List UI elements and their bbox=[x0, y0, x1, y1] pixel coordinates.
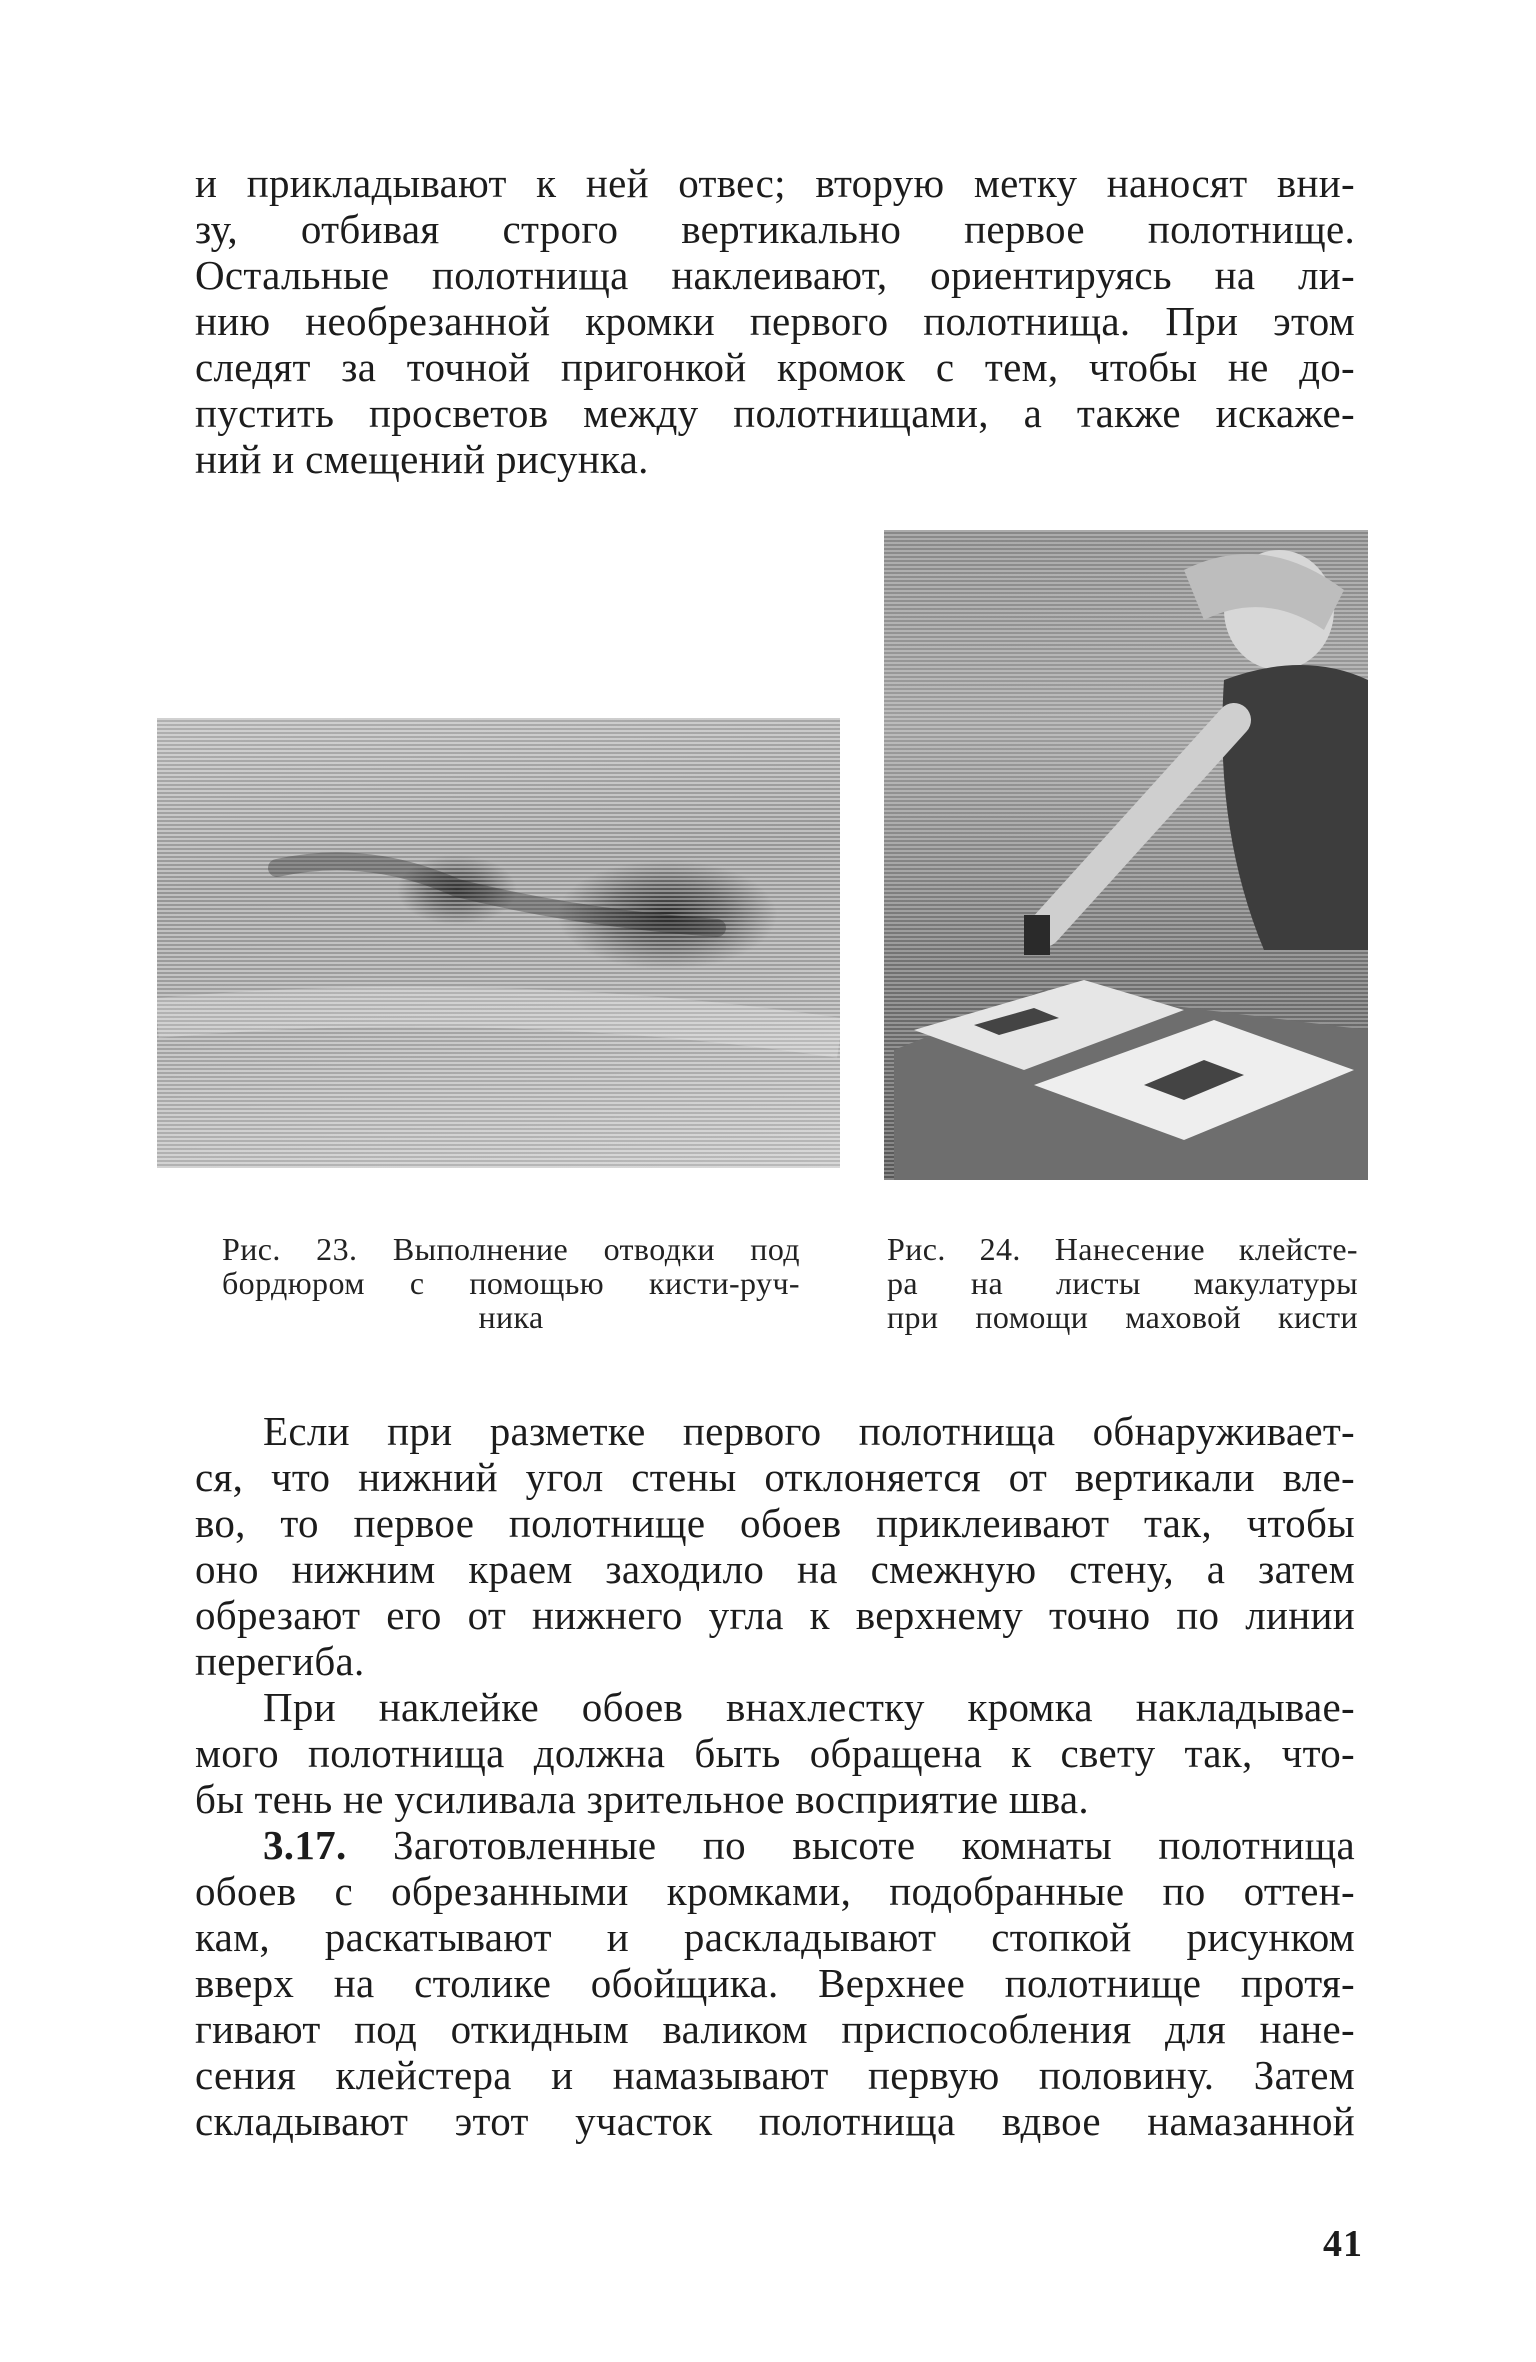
text-line: ся, что нижний угол стены отклоняется от вертикали вле- bbox=[195, 1454, 1355, 1500]
paragraph-2 bbox=[195, 1684, 1355, 1822]
caption-line: Рис. 24. Нанесение клейсте- bbox=[887, 1231, 1358, 1267]
paragraph-top bbox=[195, 160, 1355, 482]
text-line: мого полотнища должна быть обращена к свету так, что- bbox=[195, 1730, 1355, 1776]
text-line: бы тень не усиливала зрительное восприятие шва. bbox=[195, 1776, 1089, 1822]
text-line: сения клейстера и намазывают первую половину. Затем bbox=[195, 2052, 1355, 2098]
text-line: нию необрезанной кромки первого полотнища. При этом bbox=[195, 298, 1355, 344]
figure-24-caption bbox=[887, 1232, 1358, 1334]
caption-line: бордюром с помощью кисти-руч- bbox=[222, 1265, 800, 1301]
text-line: обоев с обрезанными кромками, подобранные по оттен- bbox=[195, 1868, 1355, 1914]
figure-24-photo bbox=[884, 530, 1368, 1180]
caption-line: ника bbox=[478, 1299, 544, 1335]
text-line bbox=[195, 1822, 1355, 1868]
section-number: 3.17. bbox=[263, 1822, 347, 1868]
text-line: обрезают его от нижнего угла к верхнему точно по линии bbox=[195, 1592, 1355, 1638]
text-line: вверх на столике обойщика. Верхнее полотнище протя- bbox=[195, 1960, 1355, 2006]
figure-23-photo bbox=[157, 718, 840, 1168]
text-line: и прикладывают к ней отвес; вторую метку наносят вни- bbox=[195, 160, 1355, 206]
figure-24-illustration bbox=[884, 530, 1368, 1180]
caption-line: ра на листы макулатуры bbox=[887, 1265, 1358, 1301]
figure-23-illustration bbox=[157, 718, 840, 1168]
caption-line: Рис. 23. Выполнение отводки под bbox=[222, 1231, 800, 1267]
text-line: оно нижним краем заходило на смежную стену, а затем bbox=[195, 1546, 1355, 1592]
section-first-line: Заготовленные по высоте комнаты полотнища bbox=[392, 1822, 1355, 1868]
text-line: Если при разметке первого полотнища обнаруживает- bbox=[263, 1408, 1355, 1454]
text-line: зу, отбивая строго вертикально первое полотнище. bbox=[195, 206, 1355, 252]
text-line: Остальные полотнища наклеивают, ориентируясь на ли- bbox=[195, 252, 1355, 298]
text-line: следят за точной пригонкой кромок с тем, чтобы не до- bbox=[195, 344, 1355, 390]
paragraph-3 bbox=[195, 1822, 1355, 2144]
text-line: гивают под откидным валиком приспособления для нане- bbox=[195, 2006, 1355, 2052]
text-line: пустить просветов между полотнищами, а также искаже- bbox=[195, 390, 1355, 436]
text-line: При наклейке обоев внахлестку кромка накладывае- bbox=[263, 1684, 1355, 1730]
figure-23-caption bbox=[222, 1232, 800, 1334]
text-line: ний и смещений рисунка. bbox=[195, 436, 649, 482]
text-line: кам, раскатывают и раскладывают стопкой рисунком bbox=[195, 1914, 1355, 1960]
caption-line: при помощи маховой кисти bbox=[887, 1299, 1358, 1335]
text-line: складывают этот участок полотнища вдвое намазанной bbox=[195, 2098, 1355, 2144]
paragraph-1 bbox=[195, 1408, 1355, 1684]
text-line: во, то первое полотнище обоев приклеивают так, чтобы bbox=[195, 1500, 1355, 1546]
text-line: перегиба. bbox=[195, 1638, 365, 1684]
page-number: 41 bbox=[1323, 2223, 1363, 2265]
